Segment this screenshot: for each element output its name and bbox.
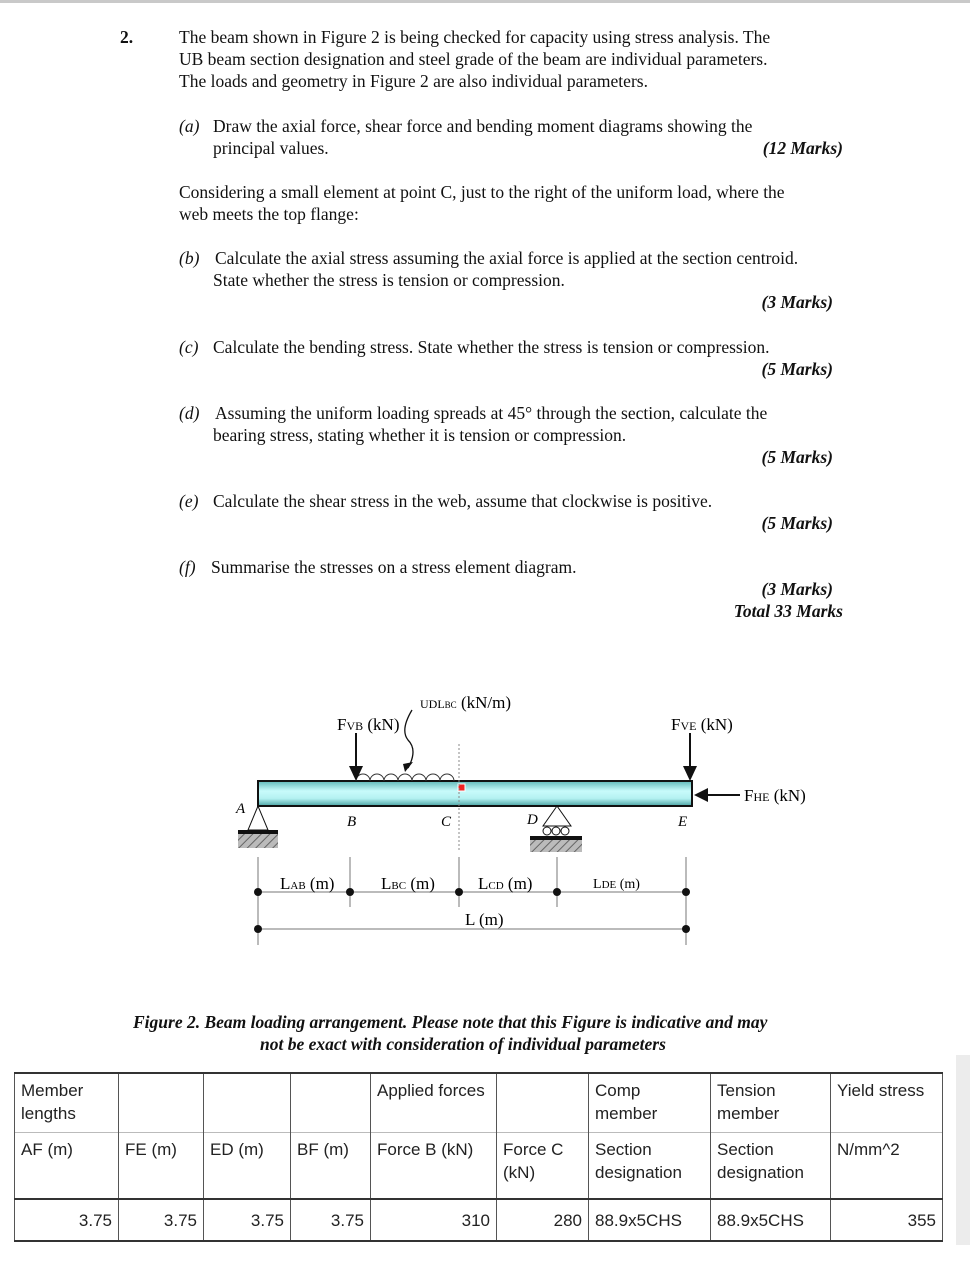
table-header: Section designation: [711, 1133, 831, 1200]
part-text: Calculate the bending stress. State whether the stress is tension or compression.: [213, 337, 770, 357]
part-marks: (3 Marks): [761, 579, 833, 599]
point-c-label: C: [441, 814, 452, 830]
part-label: (f): [179, 557, 196, 577]
table-header: AF (m): [15, 1133, 119, 1200]
table-header-row: [15, 1133, 943, 1200]
point-b-label: B: [347, 814, 357, 830]
udl-loops: [356, 774, 454, 781]
l-total-label: L (m): [465, 910, 504, 929]
intro-line: The loads and geometry in Figure 2 are also individual parameters.: [179, 71, 648, 91]
table-row: [15, 1199, 943, 1241]
table-cell: 3.75: [291, 1199, 371, 1241]
point-a-label: A: [236, 801, 246, 817]
table-cell: 310: [371, 1199, 497, 1241]
lcd-label: LCD (m): [478, 874, 533, 893]
force-he-arrow: [694, 788, 740, 802]
part-label: (e): [179, 491, 199, 511]
beam-figure: [0, 680, 970, 950]
part-label: (d): [179, 403, 200, 423]
udl-pointer: [405, 710, 413, 768]
table-cell: [204, 1073, 291, 1133]
page-edge: [956, 1055, 970, 1245]
part-marks: (5 Marks): [761, 513, 833, 533]
part-label: (c): [179, 337, 199, 357]
table-cell: 355: [831, 1199, 943, 1241]
table-header: FE (m): [119, 1133, 204, 1200]
table-header: Section designation: [589, 1133, 711, 1200]
table-cell: [497, 1073, 589, 1133]
force-ve-arrow: [683, 733, 697, 781]
table-cell: 88.9x5CHS: [589, 1199, 711, 1241]
lde-label: LDE (m): [593, 877, 640, 892]
fve-label: FVE (kN): [671, 715, 733, 734]
part-text: Assuming the uniform loading spreads at 45° through the section, calculate the: [215, 403, 768, 423]
part-marks: (3 Marks): [761, 292, 833, 312]
part-marks: (12 Marks): [762, 138, 843, 158]
table-header: ED (m): [204, 1133, 291, 1200]
table-cell: 280: [497, 1199, 589, 1241]
lbc-label: LBC (m): [381, 874, 435, 893]
dimension-lines: [258, 857, 686, 945]
part-text: Calculate the shear stress in the web, assume that clockwise is positive.: [213, 491, 713, 511]
table-cell: Yield stress: [831, 1073, 943, 1133]
fhe-label: FHE (kN): [744, 786, 806, 805]
part-text: principal values.: [213, 138, 329, 158]
table-header: N/mm^2: [831, 1133, 943, 1200]
context-line: web meets the top flange:: [179, 204, 359, 224]
lab-label: LAB (m): [280, 874, 335, 893]
table-cell: 3.75: [204, 1199, 291, 1241]
table-header: BF (m): [291, 1133, 371, 1200]
parameters-table: [14, 1072, 943, 1242]
part-text: Calculate the axial stress assuming the axial force is applied at the section centroid.: [215, 248, 799, 268]
intro-line: UB beam section designation and steel grade of the beam are individual parameters.: [179, 49, 768, 69]
udl-label: UDLBC (kN/m): [420, 693, 511, 712]
part-label: (b): [179, 248, 200, 268]
table-cell: [291, 1073, 371, 1133]
top-border: [0, 0, 970, 3]
part-text: Summarise the stresses on a stress element diagram.: [211, 557, 577, 577]
figure-caption: not be exact with consideration of individual parameters: [260, 1034, 666, 1054]
question-number: 2.: [120, 27, 134, 47]
table-header: Force C (kN): [497, 1133, 589, 1200]
part-text: bearing stress, stating whether it is tension or compression.: [213, 425, 627, 445]
part-text: State whether the stress is tension or compression.: [213, 270, 565, 290]
table-cell: [119, 1073, 204, 1133]
figure-caption: Figure 2. Beam loading arrangement. Please note that this Figure is indicative and may: [133, 1012, 768, 1032]
beam: [258, 781, 692, 806]
total-marks: Total 33 Marks: [733, 601, 843, 621]
part-marks: (5 Marks): [761, 359, 833, 379]
table-header: Force B (kN): [371, 1133, 497, 1200]
table-cell: 3.75: [15, 1199, 119, 1241]
part-label: (a): [179, 116, 200, 136]
table-cell: Tension member: [711, 1073, 831, 1133]
point-e-label: E: [678, 814, 688, 830]
table-group-header-row: [15, 1073, 943, 1133]
part-text: Draw the axial force, shear force and bending moment diagrams showing the: [213, 116, 753, 136]
table-cell: Member lengths: [15, 1073, 119, 1133]
table-cell: Comp member: [589, 1073, 711, 1133]
context-line: Considering a small element at point C, just to the right of the uniform load, where the: [179, 182, 785, 202]
part-marks: (5 Marks): [761, 447, 833, 467]
intro-line: The beam shown in Figure 2 is being checked for capacity using stress analysis. The: [179, 27, 771, 47]
point-d-label: D: [527, 812, 538, 828]
table-cell: 88.9x5CHS: [711, 1199, 831, 1241]
fvb-label: FVB (kN): [337, 715, 400, 734]
table-cell: 3.75: [119, 1199, 204, 1241]
table-cell: Applied forces: [371, 1073, 497, 1133]
